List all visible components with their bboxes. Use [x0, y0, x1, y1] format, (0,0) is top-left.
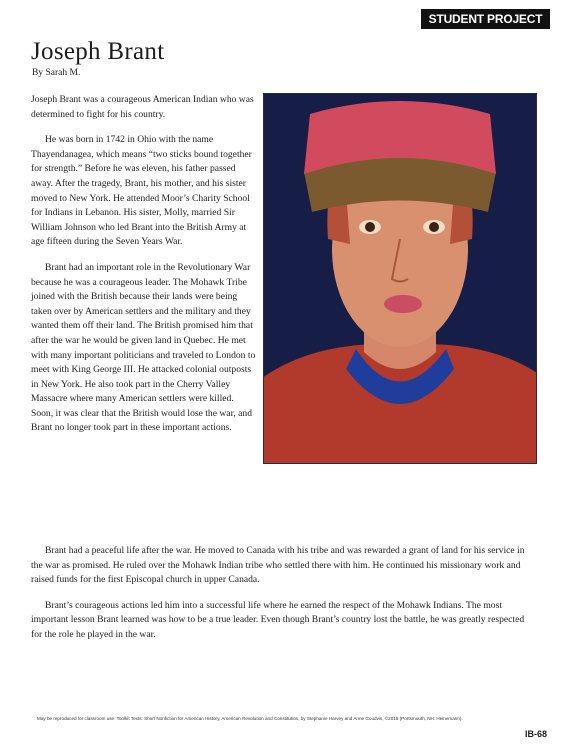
painting-right-pupil — [429, 222, 439, 232]
painting-left-pupil — [365, 222, 375, 232]
article-column — [31, 93, 257, 447]
painting-mouth — [384, 295, 422, 313]
copyright-footer: May be reproduced for classroom use. Toolkit Texts: Short Nonfiction for American History, American Revolution and Constitution, by Stephanie Harvey and Anne Goudvis, ©2015 (Portsmouth, NH: Heinemann). — [37, 716, 463, 721]
article-paragraph: Brant had a peaceful life after the war. He moved to Canada with his tribe and was rewarded a grant of land for his service in the war as promised. He ruled over the Mohawk Indian tribe who settled there with him. He continued his missionary work and raised funds for the first Episcopal church in upper Canada. — [31, 545, 525, 586]
article-paragraph: Brant had an important role in the Revolutionary War because he was a courageous leader. The Mohawk Tribe joined with the British because their lands were being taken over by American settlers and the military and they wanted them off their land. The British promised him that after the war he would be given land in Quebec. He met with many important politicians and traveled to London to meet with King George III. He attacked colonial outposts in New York. He also took part in the Cherry Valley Massacre where many American settlers were killed. Soon, it was clear that the British would lose the war, and Brant no longer took part in these important actions. — [31, 261, 256, 434]
article-continued — [31, 544, 536, 654]
author-byline: By Sarah M. — [32, 68, 81, 78]
article-paragraph: He was born in 1742 in Ohio with the name Thayendanagea, which means “two sticks bound together for strength.” Before he was eleven, his father passed away. After the tragedy, Brant, his mother, and his sister moved to New York. He attended Moor’s Charity School for Indians in Lebanon. His sister, Molly, married Sir William Johnson who led Brant into the British Army at age fifteen during the Seven Years War. — [31, 134, 252, 248]
page-number: IB-68 — [525, 729, 548, 739]
student-project-badge: STUDENT PROJECT — [421, 9, 550, 29]
article-paragraph: Brant’s courageous actions led him into a successful life where he earned the respect of the Mohawk Indians. The most important lesson Brant learned was how to be a true leader. Even though Brant’s country lost the battle, he was greatly respected for the role he played in the war. — [31, 599, 525, 640]
page-title: Joseph Brant — [31, 38, 165, 65]
article-paragraph: Joseph Brant was a courageous American Indian who was determined to fight for his country. — [31, 94, 254, 120]
portrait-painting — [263, 93, 537, 464]
portrait-illustration — [264, 94, 536, 463]
